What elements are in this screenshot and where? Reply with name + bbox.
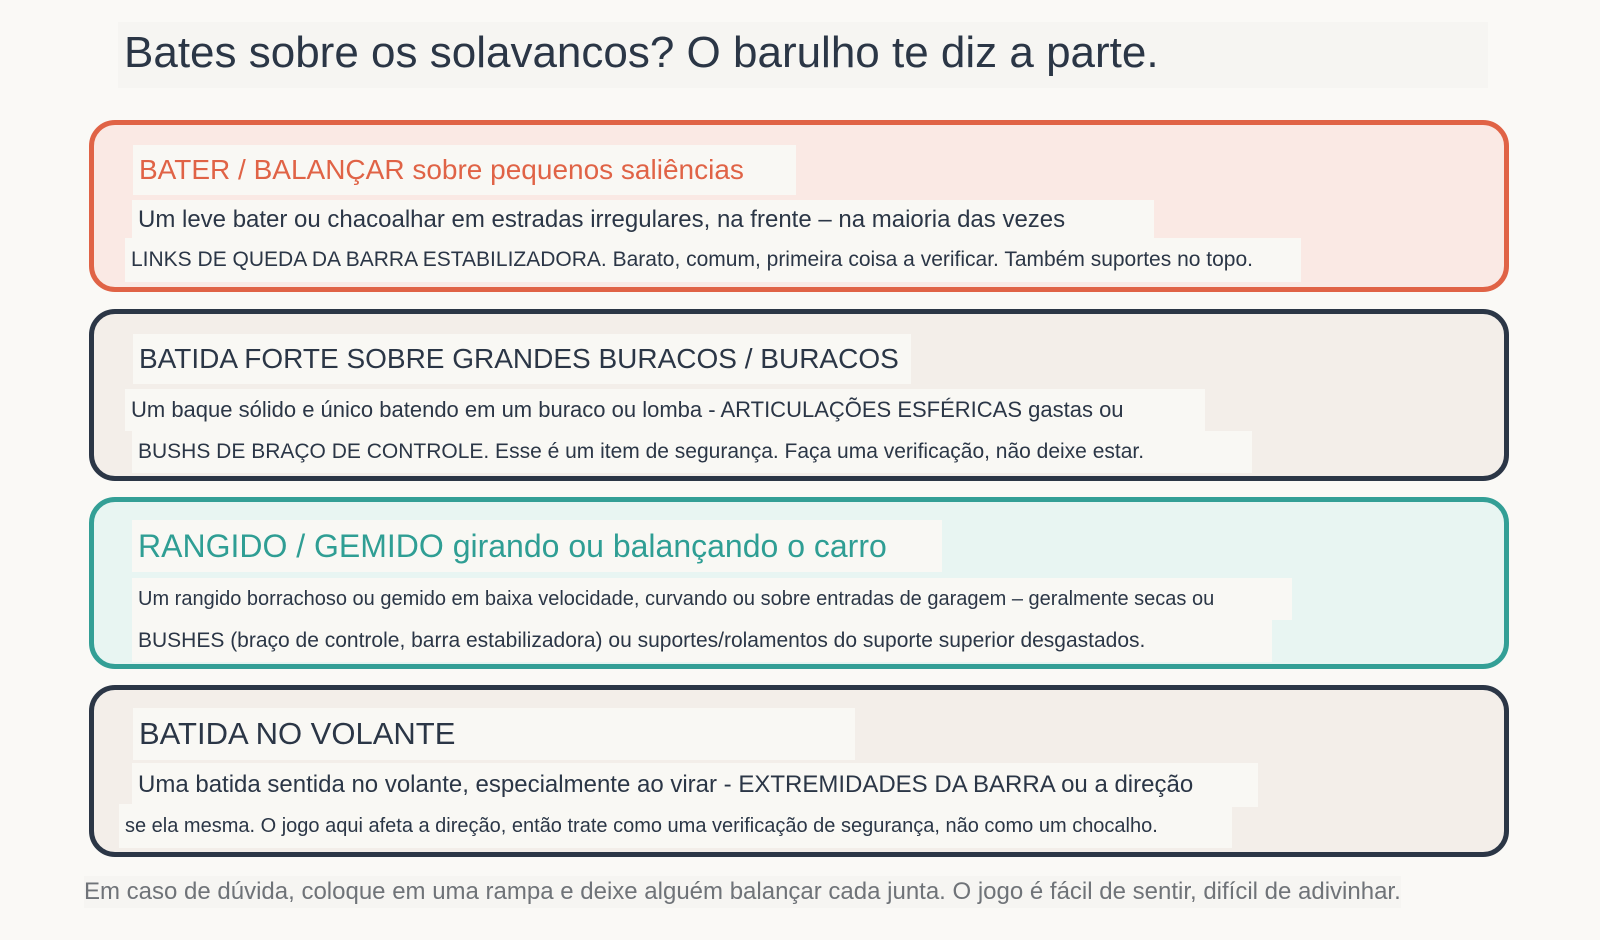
card-line-2: LINKS DE QUEDA DA BARRA ESTABILIZADORA. Barato, comum, primeira coisa a verificar. Também suportes no topo.	[125, 238, 1301, 282]
card-line-2: BUSHS DE BRAÇO DE CONTROLE. Esse é um item de segurança. Faça uma verificação, não deixe estar.	[132, 431, 1252, 473]
card-line-2: se ela mesma. O jogo aqui afeta a direção, então trate como uma verificação de segurança, não como um chocalho.	[119, 804, 1232, 848]
card-line-1: Um leve bater ou chacoalhar em estradas irregulares, na frente – na maioria das vezes	[132, 200, 1154, 240]
card-line-2: BUSHES (braço de controle, barra estabilizadora) ou suportes/rolamentos do suporte superior desgastados.	[132, 620, 1272, 662]
footer-note: Em caso de dúvida, coloque em uma rampa e deixe alguém balançar cada junta. O jogo é fácil de sentir, difícil de adivinhar.	[84, 876, 1401, 908]
card-heading: RANGIDO / GEMIDO girando ou balançando o carro	[132, 520, 942, 572]
card-heading: BATER / BALANÇAR sobre pequenos saliências	[133, 145, 796, 195]
card-creak-groan	[89, 497, 1509, 669]
card-heading: BATIDA NO VOLANTE	[133, 708, 855, 760]
card-line-1: Um baque sólido e único batendo em um buraco ou lomba - ARTICULAÇÕES ESFÉRICAS gastas ou	[125, 389, 1205, 431]
card-heading: BATIDA FORTE SOBRE GRANDES BURACOS / BURACOS	[133, 334, 911, 384]
card-clunk-small-bumps	[89, 120, 1509, 292]
card-heavy-bang-potholes	[89, 309, 1509, 481]
card-steering-knock	[89, 685, 1509, 857]
card-line-1: Um rangido borrachoso ou gemido em baixa velocidade, curvando ou sobre entradas de garagem – geralmente secas ou	[132, 578, 1292, 620]
card-line-1: Uma batida sentida no volante, especialmente ao virar - EXTREMIDADES DA BARRA ou a direção	[132, 763, 1258, 807]
page-title: Bates sobre os solavancos? O barulho te diz a parte.	[124, 28, 1159, 77]
